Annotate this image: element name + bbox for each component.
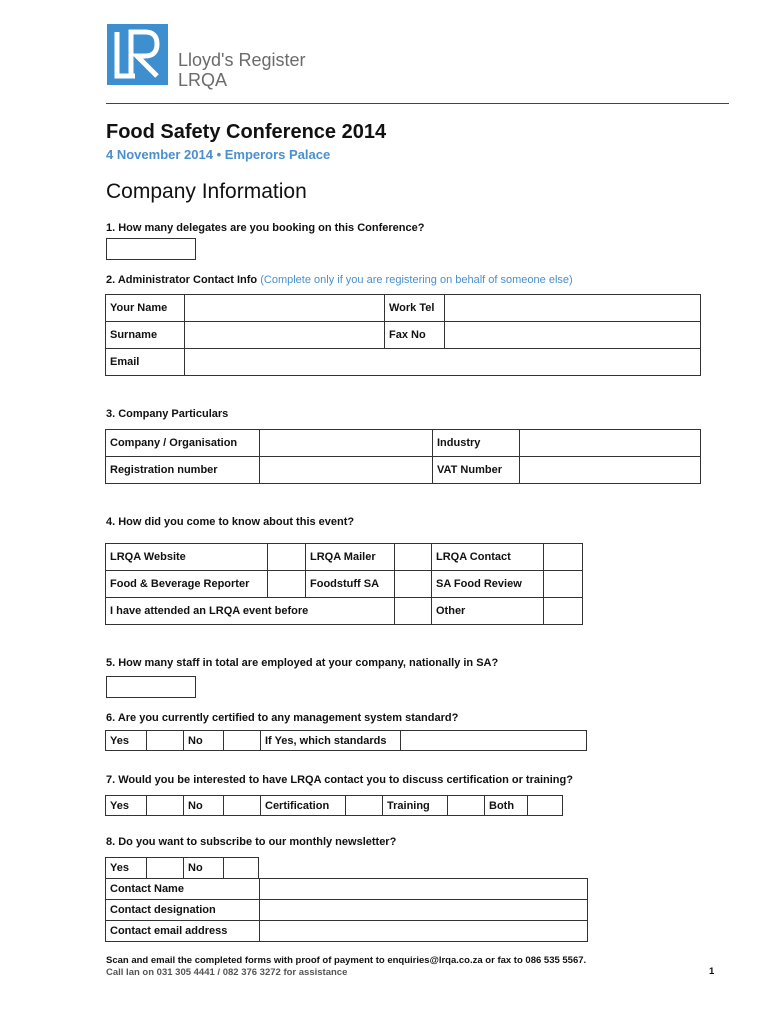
- page-number: 1: [709, 966, 715, 977]
- label-training: Training: [383, 796, 448, 816]
- certified-no-checkbox[interactable]: [224, 731, 261, 751]
- label-which-standards: If Yes, which standards: [261, 731, 401, 751]
- lrqa-logo-mark: [107, 24, 168, 85]
- logo-line-2: LRQA: [178, 70, 228, 90]
- both-checkbox[interactable]: [528, 796, 563, 816]
- food-bev-reporter-checkbox[interactable]: [268, 571, 306, 598]
- label-food-bev-reporter: Food & Beverage Reporter: [106, 571, 268, 598]
- page-title: Food Safety Conference 2014: [106, 121, 387, 143]
- label-company: Company / Organisation: [106, 430, 260, 457]
- footer-instructions: Scan and email the completed forms with proof of payment to enquiries@lrqa.co.za or fax to 086 535 5567.: [106, 955, 587, 966]
- label-fax-no: Fax No: [385, 322, 445, 349]
- label-email: Email: [106, 349, 185, 376]
- label-attended-before: I have attended an LRQA event before: [106, 598, 395, 625]
- surname-input[interactable]: [185, 322, 385, 349]
- attended-before-checkbox[interactable]: [395, 598, 432, 625]
- label-lrqa-contact: LRQA Contact: [432, 544, 544, 571]
- label-surname: Surname: [106, 322, 185, 349]
- label-industry: Industry: [433, 430, 520, 457]
- label-certified-yes: Yes: [106, 731, 147, 751]
- fax-no-input[interactable]: [445, 322, 701, 349]
- label-other: Other: [432, 598, 544, 625]
- question-2-note: (Complete only if you are registering on behalf of someone else): [260, 274, 573, 286]
- label-sa-food-review: SA Food Review: [432, 571, 544, 598]
- work-tel-input[interactable]: [445, 295, 701, 322]
- logo-line-1: Lloyd's Register: [178, 50, 306, 70]
- label-certified-no: No: [184, 731, 224, 751]
- question-8: 8. Do you want to subscribe to our monthly newsletter?: [106, 836, 397, 848]
- label-contact-name: Contact Name: [106, 879, 260, 900]
- label-interest-yes: Yes: [106, 796, 147, 816]
- company-particulars-table: [105, 429, 701, 484]
- interest-yes-checkbox[interactable]: [147, 796, 184, 816]
- certified-table: [105, 730, 587, 751]
- label-newsletter-yes: Yes: [106, 858, 147, 879]
- event-subtitle: 4 November 2014 • Emperors Palace: [106, 147, 331, 162]
- delegates-count-input[interactable]: [106, 238, 196, 260]
- question-6: 6. Are you currently certified to any management system standard?: [106, 712, 459, 724]
- event-source-table: [105, 543, 583, 625]
- label-both: Both: [485, 796, 528, 816]
- label-registration: Registration number: [106, 457, 260, 484]
- company-input[interactable]: [260, 430, 433, 457]
- certification-checkbox[interactable]: [346, 796, 383, 816]
- contact-email-input[interactable]: [260, 921, 588, 942]
- question-2: [106, 274, 573, 286]
- label-foodstuff-sa: Foodstuff SA: [306, 571, 395, 598]
- your-name-input[interactable]: [185, 295, 385, 322]
- newsletter-yes-checkbox[interactable]: [147, 858, 184, 879]
- label-vat: VAT Number: [433, 457, 520, 484]
- foodstuff-sa-checkbox[interactable]: [395, 571, 432, 598]
- certified-yes-checkbox[interactable]: [147, 731, 184, 751]
- footer-assistance: Call Ian on 031 305 4441 / 082 376 3272 for assistance: [106, 967, 348, 978]
- question-7: 7. Would you be interested to have LRQA contact you to discuss certification or training?: [106, 774, 573, 786]
- which-standards-input[interactable]: [401, 731, 587, 751]
- lrqa-website-checkbox[interactable]: [268, 544, 306, 571]
- footer: [106, 955, 586, 979]
- newsletter-contact-table: [105, 878, 588, 942]
- label-newsletter-no: No: [184, 858, 224, 879]
- newsletter-yes-no-table: [105, 857, 259, 879]
- sa-food-review-checkbox[interactable]: [544, 571, 583, 598]
- label-work-tel: Work Tel: [385, 295, 445, 322]
- contact-name-input[interactable]: [260, 879, 588, 900]
- lr-logo-icon: [107, 24, 168, 85]
- staff-count-input[interactable]: [106, 676, 196, 698]
- admin-contact-table: [105, 294, 701, 376]
- registration-input[interactable]: [260, 457, 433, 484]
- label-contact-designation: Contact designation: [106, 900, 260, 921]
- label-contact-email: Contact email address: [106, 921, 260, 942]
- contact-designation-input[interactable]: [260, 900, 588, 921]
- email-input[interactable]: [185, 349, 701, 376]
- section-title: Company Information: [106, 180, 307, 203]
- interest-no-checkbox[interactable]: [224, 796, 261, 816]
- logo-wordmark: [178, 50, 306, 90]
- question-3: 3. Company Particulars: [106, 408, 229, 420]
- question-4: 4. How did you come to know about this event?: [106, 516, 355, 528]
- other-checkbox[interactable]: [544, 598, 583, 625]
- label-your-name: Your Name: [106, 295, 185, 322]
- training-checkbox[interactable]: [448, 796, 485, 816]
- newsletter-no-checkbox[interactable]: [224, 858, 259, 879]
- lrqa-mailer-checkbox[interactable]: [395, 544, 432, 571]
- label-lrqa-website: LRQA Website: [106, 544, 268, 571]
- contact-interest-table: [105, 795, 563, 816]
- label-certification: Certification: [261, 796, 346, 816]
- question-1: 1. How many delegates are you booking on this Conference?: [106, 222, 425, 234]
- question-2-text: 2. Administrator Contact Info: [106, 274, 258, 286]
- label-interest-no: No: [184, 796, 224, 816]
- industry-input[interactable]: [520, 430, 701, 457]
- question-5: 5. How many staff in total are employed at your company, nationally in SA?: [106, 657, 499, 669]
- header-divider: [106, 103, 729, 104]
- lrqa-contact-checkbox[interactable]: [544, 544, 583, 571]
- vat-input[interactable]: [520, 457, 701, 484]
- label-lrqa-mailer: LRQA Mailer: [306, 544, 395, 571]
